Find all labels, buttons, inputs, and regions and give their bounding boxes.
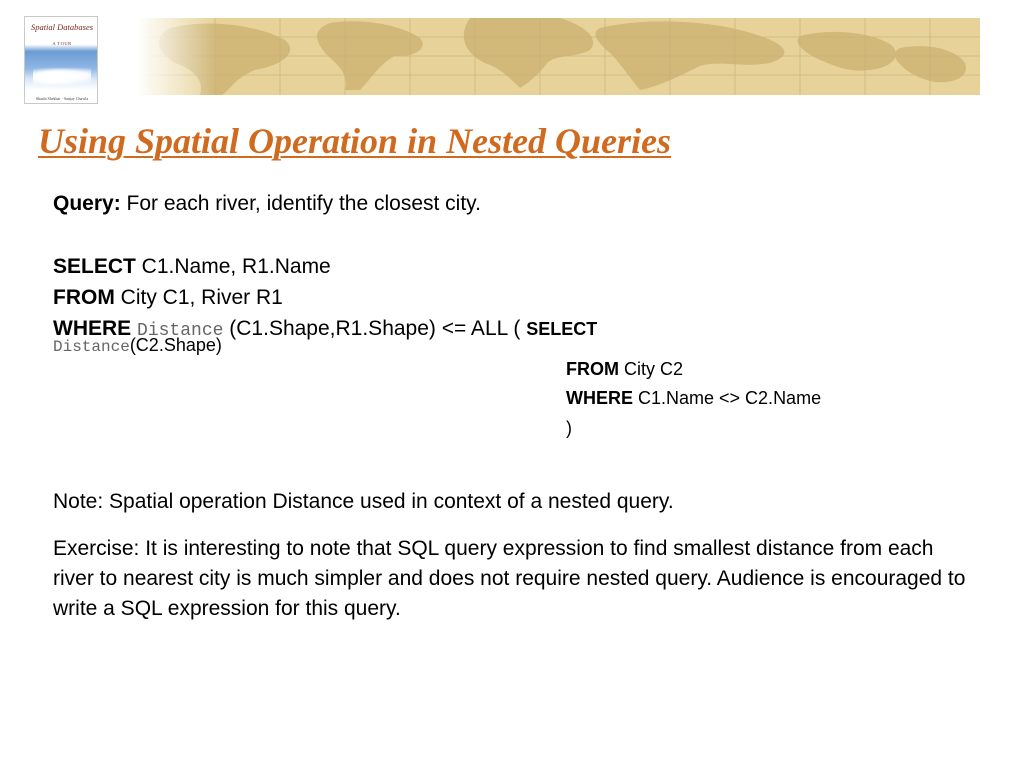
- sql-inner-from-keyword: FROM: [566, 359, 619, 379]
- sql-inner-where-line: [566, 387, 821, 409]
- query-text: For each river, identify the closest city.: [120, 192, 481, 215]
- sql-distance-function: Distance: [137, 321, 224, 341]
- sql-where-keyword: WHERE: [53, 317, 132, 340]
- query-label: Query:: [53, 192, 121, 215]
- sql-inner-from-table: City C2: [619, 359, 684, 379]
- sql-inner-where-condition: C1.Name <> C2.Name: [633, 388, 822, 408]
- query-line: [53, 192, 481, 216]
- note-text: Note: Spatial operation Distance used in context of a nested query.: [53, 490, 674, 513]
- exercise-text: Exercise: It is interesting to note that SQL query expression to find smallest distance from each river to nearest city is much simpler and does not require nested query. Audience is encouraged to write a SQL expression for this query.: [53, 537, 966, 620]
- sql-inner-where-keyword: WHERE: [566, 388, 633, 408]
- book-title: Spatial Databases: [30, 22, 94, 32]
- book-authors: Shashi Shekhar · Sanjay Chawla: [35, 96, 89, 101]
- slide-title: Using Spatial Operation in Nested Queries: [38, 121, 672, 161]
- sql-where-condition: (C1.Shape,R1.Shape) <= ALL (: [223, 317, 527, 340]
- cloud-image: [33, 67, 91, 85]
- world-map-banner: [0, 18, 980, 95]
- sql-from-tables: City C1, River R1: [114, 286, 283, 309]
- sql-inner-distance-function: Distance: [53, 338, 130, 356]
- sql-from-line: [53, 286, 283, 310]
- sql-close-paren: ): [566, 418, 572, 438]
- sql-from-keyword: FROM: [53, 286, 115, 309]
- sql-inner-args: (C2.Shape): [129, 335, 222, 355]
- sql-inner-distance-line: [53, 334, 222, 358]
- sql-inner-select-keyword: SELECT: [526, 319, 598, 339]
- sql-select-columns: C1.Name, R1.Name: [135, 255, 331, 278]
- sql-select-keyword: SELECT: [53, 255, 136, 278]
- sql-inner-from-line: [566, 358, 683, 380]
- sql-select-line: [53, 255, 331, 279]
- book-subtitle: A TOUR: [52, 41, 72, 46]
- book-cover-image: [24, 16, 98, 104]
